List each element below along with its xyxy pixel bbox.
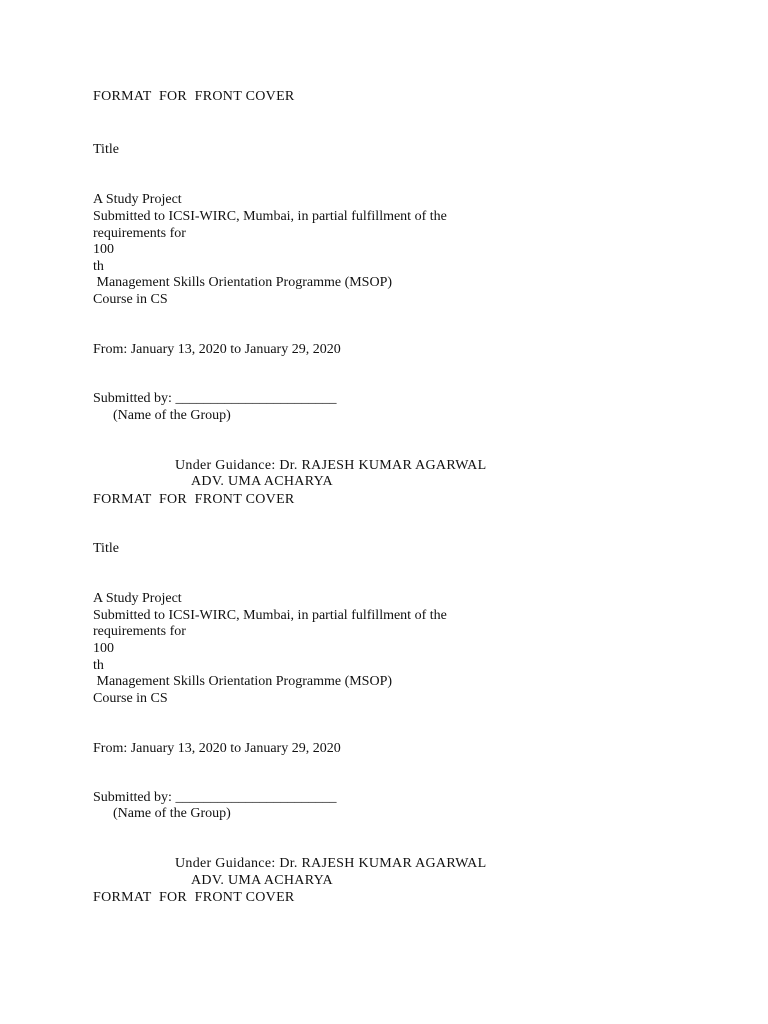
programme-name: Management Skills Orientation Programme (MSOP) [93, 275, 393, 290]
ordinal-suffix: th [93, 658, 104, 673]
submitted-to-text: Submitted to ICSI-WIRC, Mumbai, in partial fulfillment of the [93, 608, 447, 623]
programme-number: 100 [93, 641, 114, 656]
study-project-label: A Study Project [93, 192, 182, 207]
programme-number: 100 [93, 242, 114, 257]
title-label: Title [93, 142, 119, 157]
submitted-by-line: Submitted by: _______________________ [93, 790, 337, 805]
requirements-text: requirements for [93, 226, 186, 241]
date-range: From: January 13, 2020 to January 29, 2020 [93, 741, 341, 756]
programme-name: Management Skills Orientation Programme (MSOP) [93, 674, 393, 689]
format-heading: FORMAT FOR FRONT COVER [93, 89, 295, 104]
group-name-hint: (Name of the Group) [113, 806, 231, 821]
group-name-hint: (Name of the Group) [113, 408, 231, 423]
second-guide: ADV. UMA ACHARYA [191, 474, 333, 489]
requirements-text: requirements for [93, 624, 186, 639]
guidance-line: Under Guidance: Dr. RAJESH KUMAR AGARWAL [175, 856, 487, 871]
submitted-to-text: Submitted to ICSI-WIRC, Mumbai, in partial fulfillment of the [93, 209, 447, 224]
format-heading: FORMAT FOR FRONT COVER [93, 492, 295, 507]
course-text: Course in CS [93, 691, 168, 706]
format-heading: FORMAT FOR FRONT COVER [93, 890, 295, 905]
ordinal-suffix: th [93, 259, 104, 274]
study-project-label: A Study Project [93, 591, 182, 606]
date-range: From: January 13, 2020 to January 29, 2020 [93, 342, 341, 357]
title-label: Title [93, 541, 119, 556]
second-guide: ADV. UMA ACHARYA [191, 873, 333, 888]
guidance-line: Under Guidance: Dr. RAJESH KUMAR AGARWAL [175, 458, 487, 473]
submitted-by-line: Submitted by: _______________________ [93, 391, 337, 406]
course-text: Course in CS [93, 292, 168, 307]
